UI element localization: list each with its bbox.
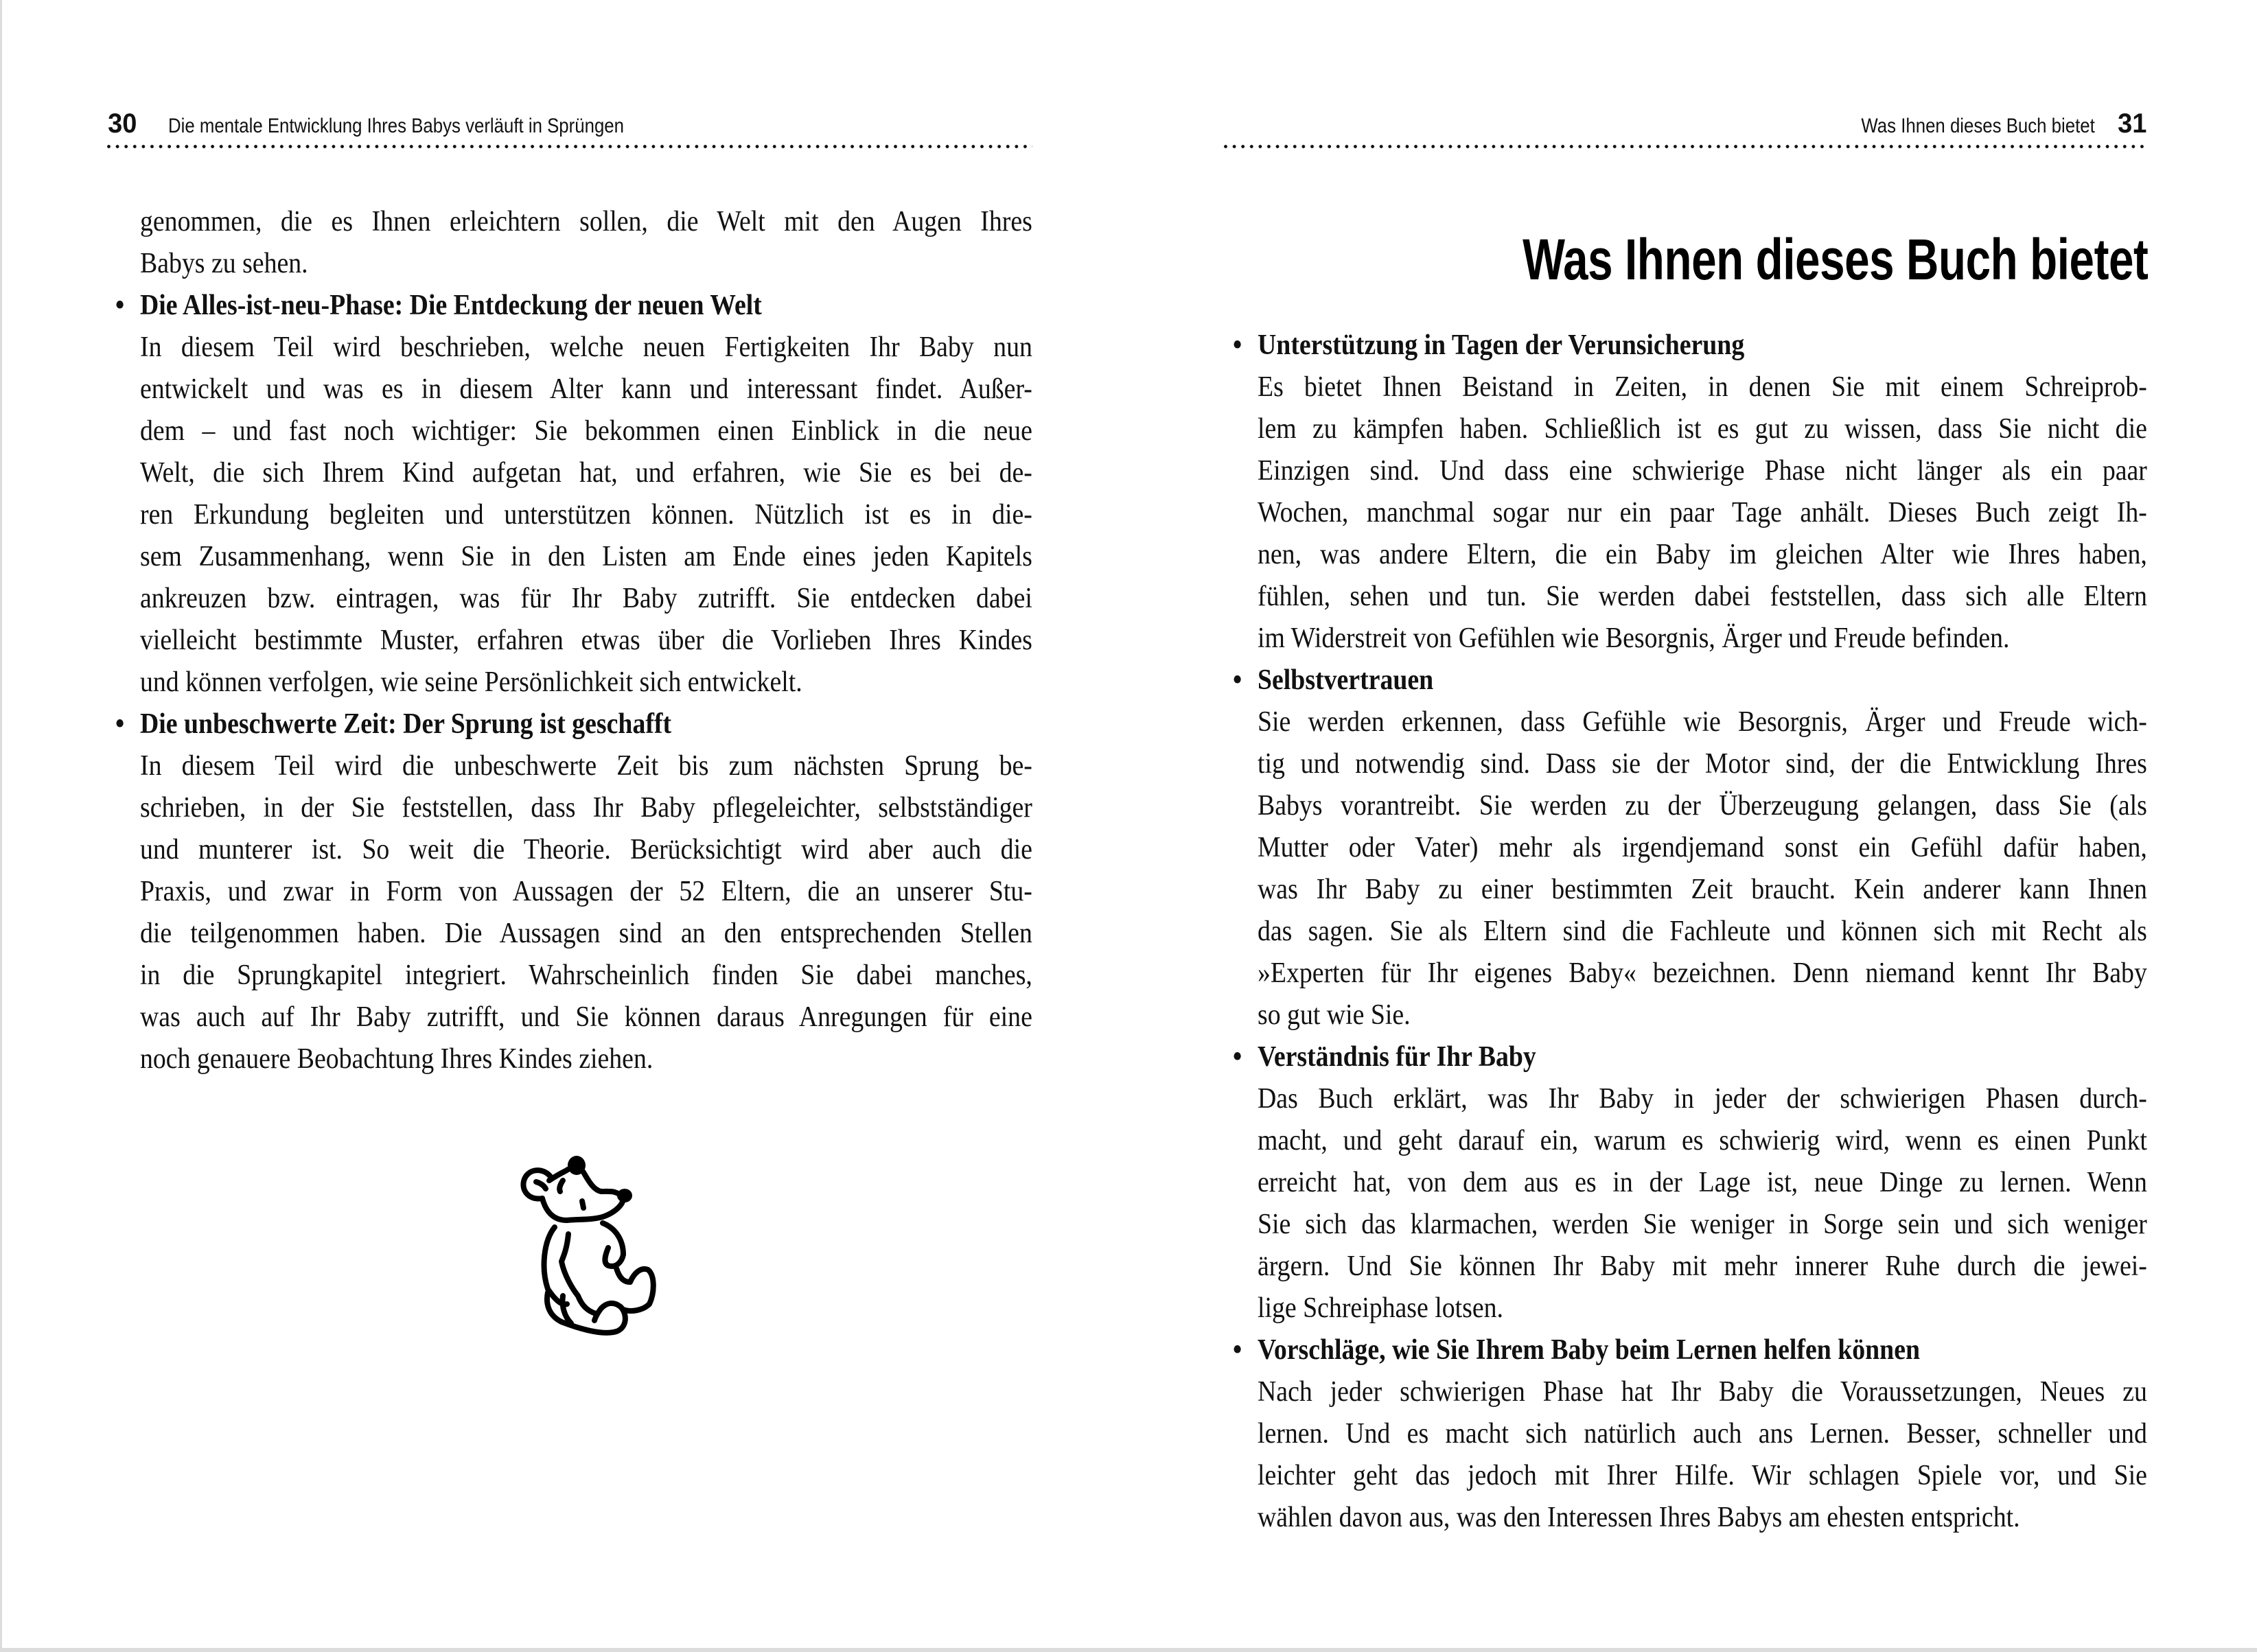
text-line: im Widerstreit von Gefühlen wie Besorgnis, Ärger und Freude befinden. [1258, 623, 2010, 654]
text-line: erreicht hat, von dem aus es in der Lage ist, neue Dinge zu lernen. Wenn [1258, 1167, 2147, 1198]
item-heading-text: Verständnis für Ihr Baby [1258, 1041, 1536, 1073]
list-item [115, 703, 1032, 1080]
bullet-icon: • [115, 708, 125, 740]
list-item [115, 285, 1032, 703]
item-heading [115, 285, 943, 327]
running-title: Die mentale Entwicklung Ihres Babys verläuft in Sprüngen [167, 115, 624, 137]
text-line: entwickelt und was es in diesem Alter kann und interessant findet. Außer- [140, 373, 1032, 405]
text-line: Wochen, manchmal sogar nur ein paar Tage anhält. Dieses Buch zeigt Ih- [1258, 497, 2147, 528]
bullet-icon: • [1233, 664, 1242, 696]
text-line: Babys vorantreibt. Sie werden zu der Überzeugung gelangen, dass Sie (als [1258, 790, 2147, 822]
list-item [1233, 325, 2147, 660]
text-line: noch genauere Beobachtung Ihres Kindes ziehen. [140, 1043, 653, 1075]
running-title: Was Ihnen dieses Buch bietet [1861, 115, 2095, 137]
item-heading-text: Die unbeschwerte Zeit: Der Sprung ist geschafft [140, 708, 672, 740]
text-line: Nach jeder schwierigen Phase hat Ihr Baby die Voraussetzungen, Neues zu [1258, 1376, 2147, 1408]
text-line: In diesem Teil wird beschrieben, welche neuen Fertigkeiten Ihr Baby nun [140, 331, 1032, 363]
text-line: Das Buch erklärt, was Ihr Baby in jeder der schwierigen Phasen durch- [1258, 1083, 2147, 1115]
text-line: ren Erkundung begleiten und unterstützen können. Nützlich ist es in die- [140, 499, 1032, 531]
dotted-rule [1224, 145, 2148, 148]
text-line: das sagen. Sie als Eltern sind die Fachleute und können sich mit Recht als [1258, 916, 2147, 947]
list-item [1233, 660, 2147, 1036]
item-heading [115, 703, 943, 745]
text-line: wählen davon aus, was den Interessen Ihres Babys am ehesten entspricht. [1258, 1502, 2020, 1533]
text-line: ärgern. Und Sie können Ihr Baby mit mehr innerer Ruhe durch die jewei- [1258, 1250, 2147, 1282]
text-line: Mutter oder Vater) mehr als irgendjemand sonst ein Gefühl dafür haben, [1258, 832, 2147, 863]
bullet-icon: • [1233, 1041, 1242, 1073]
text-line: dem – und fast noch wichtiger: Sie bekommen einen Einblick in die neue [140, 415, 1032, 447]
text-line: fühlen, sehen und tun. Sie werden dabei feststellen, dass sich alle Eltern [1258, 581, 2147, 612]
right-page [1128, 0, 2257, 1647]
text-line: schrieben, in der Sie feststellen, dass Ihr Baby pflegeleichter, selbstständiger [140, 792, 1032, 824]
left-body [115, 201, 1032, 1080]
text-line: leichter geht das jedoch mit Ihrer Hilfe. Wir schlagen Spiele vor, und Sie [1258, 1460, 2147, 1491]
teddy-bear-icon [513, 1152, 661, 1337]
dotted-rule [107, 145, 1032, 148]
item-heading-text: Unterstützung in Tagen der Verunsicherung [1258, 329, 1745, 361]
text-line: lernen. Und es macht sich natürlich auch ans Lernen. Besser, schneller und [1258, 1418, 2147, 1450]
running-head-right [1823, 108, 2147, 143]
bullet-icon: • [1233, 329, 1242, 361]
text-line: Sie werden erkennen, dass Gefühle wie Besorgnis, Ärger und Freude wich- [1258, 706, 2147, 738]
continuation-paragraph [140, 201, 1032, 285]
text-line: und munterer ist. So weit die Theorie. Berücksichtigt wird aber auch die [140, 834, 1032, 865]
text-line: genommen, die es Ihnen erleichtern sollen, die Welt mit den Augen Ihres [140, 206, 1032, 237]
text-line: Einzigen sind. Und dass eine schwierige Phase nicht länger als ein paar [1258, 455, 2147, 487]
text-line: sem Zusammenhang, wenn Sie in den Listen am Ende eines jeden Kapitels [140, 541, 1032, 572]
left-page [2, 0, 1128, 1647]
text-line: macht, und geht darauf ein, warum es schwierig wird, wenn es einen Punkt [1258, 1125, 2147, 1156]
item-heading [1233, 325, 2058, 367]
bullet-icon: • [115, 290, 125, 321]
text-line: Babys zu sehen. [140, 248, 308, 279]
list-item [1233, 1329, 2147, 1539]
text-line: Es bietet Ihnen Beistand in Zeiten, in denen Sie mit einem Schreiprob- [1258, 371, 2147, 403]
item-heading [1233, 1329, 2058, 1371]
text-line: was auch auf Ihr Baby zutrifft, und Sie können daraus Anregungen für eine [140, 1001, 1032, 1033]
text-line: Sie sich das klarmachen, werden Sie weniger in Sorge sein und sich weniger [1258, 1209, 2147, 1240]
text-line: Welt, die sich Ihrem Kind aufgetan hat, und erfahren, wie Sie es bei de- [140, 457, 1032, 489]
text-line: ankreuzen bzw. eintragen, was für Ihr Baby zutrifft. Sie entdecken dabei [140, 583, 1032, 614]
text-line: in die Sprungkapitel integriert. Wahrscheinlich finden Sie dabei manches, [140, 959, 1032, 991]
item-heading-text: Selbstvertrauen [1258, 664, 1434, 696]
text-line: was Ihr Baby zu einer bestimmten Zeit braucht. Kein anderer kann Ihnen [1258, 874, 2147, 905]
page-number: 30 [108, 108, 137, 139]
item-heading [1233, 1036, 2058, 1078]
text-line: Praxis, und zwar in Form von Aussagen der 52 Eltern, die an unserer Stu- [140, 876, 1032, 907]
item-heading [1233, 660, 2058, 701]
text-line: die teilgenommen haben. Die Aussagen sind an den entsprechenden Stellen [140, 918, 1032, 949]
text-line: tig und notwendig sind. Dass sie der Motor sind, der die Entwicklung Ihres [1258, 748, 2147, 780]
text-line: lige Schreiphase lotsen. [1258, 1292, 1503, 1324]
item-heading-text: Vorschläge, wie Sie Ihrem Baby beim Lernen helfen können [1258, 1334, 1920, 1366]
item-heading-text: Die Alles-ist-neu-Phase: Die Entdeckung der neuen Welt [140, 290, 762, 321]
text-line: vielleicht bestimmte Muster, erfahren etwas über die Vorlieben Ihres Kindes [140, 625, 1032, 656]
text-line: so gut wie Sie. [1258, 999, 1411, 1031]
running-head-left [107, 108, 698, 143]
text-line: lem zu kämpfen haben. Schließlich ist es gut zu wissen, dass Sie nicht die [1258, 413, 2147, 445]
bullet-icon: • [1233, 1334, 1242, 1366]
text-line: und können verfolgen, wie seine Persönlichkeit sich entwickelt. [140, 666, 802, 698]
text-line: In diesem Teil wird die unbeschwerte Zeit bis zum nächsten Sprung be- [140, 750, 1032, 782]
text-line: »Experten für Ihr eigenes Baby« bezeichnen. Denn niemand kennt Ihr Baby [1258, 957, 2147, 989]
right-body [1233, 325, 2147, 1539]
text-line: nen, was andere Eltern, die ein Baby im gleichen Alter wie Ihres haben, [1258, 539, 2147, 570]
list-item [1233, 1036, 2147, 1329]
chapter-title: Was Ihnen dieses Buch bietet [1522, 227, 2148, 292]
page-number: 31 [2117, 108, 2146, 139]
